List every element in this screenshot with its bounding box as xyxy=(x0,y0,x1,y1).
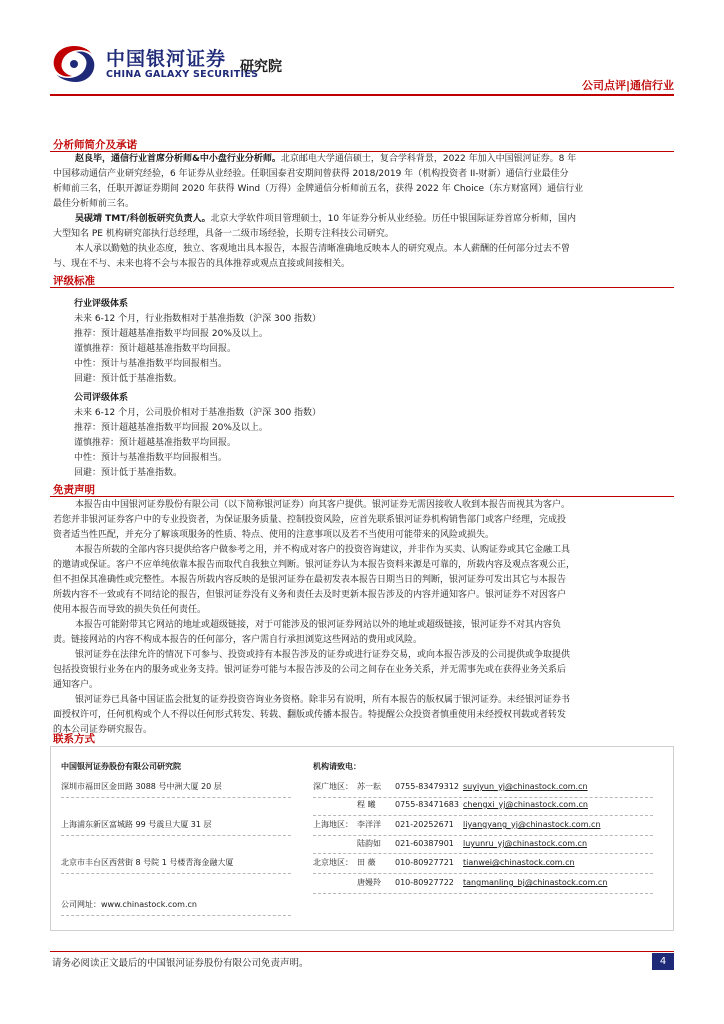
analyst-bio-wu: 吴砚靖 TMT/科创板研究负责人。北京大学软件项目管理硕士，10 年证券分析从业经验。历任中银国际证券首席分析师，国内 xyxy=(75,214,576,224)
report-category: 公司点评|通信行业 xyxy=(581,79,674,92)
sales-name: 唐嫚羚 xyxy=(357,878,381,887)
disclaimer-section-divider xyxy=(50,496,674,497)
sales-name: 李洋洋 xyxy=(357,820,381,829)
disclaimer-line: 本报告可能附带其它网站的地址或超级链接，对于可能涉及的银河证券网站以外的地址或超级链接，银河证券不对其内容负 xyxy=(75,620,562,630)
company-website[interactable]: 公司网址：www.chinastock.com.cn xyxy=(61,900,197,909)
company-rating-line: 回避：预计低于基准指数。 xyxy=(74,468,183,478)
analyst-statement: 与、现在不与、未来也将不会与本报告的具体推荐或观点直接或间接相关。 xyxy=(53,259,351,269)
divider xyxy=(61,873,291,874)
footer-divider xyxy=(50,951,674,952)
sales-name: 田 薇 xyxy=(357,858,376,867)
analyst-bio-line: 大型知名 PE 机构研究部执行总经理，具备一二级市场经验，长期专注科技公司研究。 xyxy=(53,229,394,239)
disclaimer-line: 本报告由中国银河证券股份有限公司（以下简称银河证券）向其客户提供。银河证券无需因接收人收到本报告而视其为客户。 xyxy=(75,500,571,510)
divider xyxy=(61,915,291,916)
sales-email[interactable]: suyiyun_yj@chinastock.com.cn xyxy=(463,782,588,791)
company-rating-line: 谨慎推荐：预计超越基准指数平均回报。 xyxy=(74,438,237,448)
company-rating-line: 推荐：预计超越基准指数平均回报 20%及以上。 xyxy=(74,423,268,433)
sales-phone: 0755-83479312 xyxy=(395,782,459,791)
disclaimer-line: 若您并非银河证券客户中的专业投资者，为保证服务质量、控制投资风险，应首先联系银河证券机构销售部门或客户经理，完成投 xyxy=(53,515,567,525)
industry-rating-line: 推荐：预计超越基准指数平均回报 20%及以上。 xyxy=(74,329,268,339)
page-header xyxy=(50,38,674,93)
analyst-statement: 本人承以勤勉的执业态度，独立、客观地出具本报告，本报告清晰准确地反映本人的研究观点。本人薪酬的任何部分过去不曾 xyxy=(75,244,571,254)
brand-name-cn: 中国银河证券 xyxy=(106,48,227,70)
disclaimer-section-title: 免责声明 xyxy=(53,484,95,496)
disclaimer-line: 资者适当性匹配，并充分了解该项服务的性质、特点、使用的注意事项以及若不当使用可能带来的风险或损失。 xyxy=(53,530,495,540)
disclaimer-line: 的邀请或保证。客户不应单纯依靠本报告而取代自我独立判断。银河证券认为本报告资料来源是可靠的，所载内容及观点客观公正， xyxy=(53,560,576,570)
region-label-beijing: 北京地区： xyxy=(313,858,353,867)
disclaimer-line: 责。链接网站的内容不构成本报告的任何部分，客户需自行承担浏览这些网站的费用或风险。 xyxy=(53,635,423,645)
company-name: 中国银河证券股份有限公司研究院 xyxy=(61,762,181,771)
industry-rating-heading: 行业评级体系 xyxy=(74,299,129,309)
page-number: 4 xyxy=(652,953,674,970)
sales-name: 程 曦 xyxy=(357,800,376,809)
footer-disclaimer-note: 请务必阅读正文最后的中国银河证券股份有限公司免责声明。 xyxy=(52,958,309,969)
analyst-bio-zhao: 赵良毕，通信行业首席分析师&中小盘行业分析师。北京邮电大学通信硕士，复合学科背景，2022 年加入中国银河证券。8 年 xyxy=(75,154,577,164)
office-address-beijing: 北京市丰台区西营街 8 号院 1 号楼青海金融大厦 xyxy=(61,858,234,867)
sales-email[interactable]: luyunru_yj@chinastock.com.cn xyxy=(463,839,588,848)
disclaimer-line: 银河证券已具备中国证监会批复的证券投资咨询业务资格。除非另有说明，所有本报告的版权属于银河证券。未经银河证券书 xyxy=(75,695,571,705)
institute-label: 研究院 xyxy=(240,59,282,75)
analyst-bio-line: 中国移动通信产业研究经验，6 年证券从业经验。任职国泰君安期间曾获得 2018/2019 年（机构投资者 II-财新）通信行业最佳分 xyxy=(53,169,569,179)
galaxy-logo-icon xyxy=(50,42,98,86)
company-rating-line: 中性：预计与基准指数平均回报相当。 xyxy=(74,453,228,463)
divider xyxy=(313,815,653,816)
sales-email[interactable]: chengxi_yj@chinastock.com.cn xyxy=(463,800,588,809)
office-address-shanghai: 上海浦东新区富城路 99 号震旦大厦 31 层 xyxy=(61,820,212,829)
brand-name-en: CHINA GALAXY SECURITIES xyxy=(106,69,259,80)
sales-phone: 021-60387901 xyxy=(395,839,454,848)
divider xyxy=(313,893,653,894)
contact-section-title: 联系方式 xyxy=(53,733,95,745)
contact-box xyxy=(50,746,674,931)
office-address-shenzhen: 深圳市福田区金田路 3088 号中洲大厦 20 层 xyxy=(61,782,222,791)
analyst-section-title: 分析师简介及承诺 xyxy=(53,139,137,151)
sales-email[interactable]: liyangyang_yj@chinastock.com.cn xyxy=(463,820,601,829)
rating-section-divider xyxy=(50,287,674,288)
industry-rating-line: 谨慎推荐：预计超越基准指数平均回报。 xyxy=(74,344,237,354)
analyst-bio-line: 最佳分析师前三名。 xyxy=(53,199,135,209)
disclaimer-line: 银河证券在法律允许的情况下可参与、投资或持有本报告涉及的证券或进行证券交易，或向本报告涉及的公司提供或争取提供 xyxy=(75,650,571,660)
industry-rating-line: 中性：预计与基准指数平均回报相当。 xyxy=(74,359,228,369)
divider xyxy=(61,797,291,798)
divider xyxy=(313,853,653,854)
sales-phone: 010-80927721 xyxy=(395,858,454,867)
disclaimer-line: 使用本报告而导致的损失负任何责任。 xyxy=(53,605,207,615)
disclaimer-line: 包括投资银行业务在内的服务或业务支持。银河证券可能与本报告涉及的公司之间存在业务关系，并无需事先或在获得业务关系后 xyxy=(53,665,567,675)
region-label-shanghai: 上海地区： xyxy=(313,820,353,829)
divider xyxy=(313,835,653,836)
sales-heading: 机构请致电： xyxy=(313,762,361,771)
industry-rating-line: 回避：预计低于基准指数。 xyxy=(74,374,183,384)
sales-phone: 010-80927722 xyxy=(395,878,454,887)
sales-phone: 021-20252671 xyxy=(395,820,454,829)
divider xyxy=(313,797,653,798)
sales-name: 苏一耘 xyxy=(357,782,381,791)
region-label-shenzhen: 深广地区： xyxy=(313,782,353,791)
sales-name: 陆韵如 xyxy=(357,839,381,848)
header-divider xyxy=(50,94,674,96)
disclaimer-line: 的本公司证券研究报告。 xyxy=(53,725,153,735)
analyst-name-wu: 吴砚靖 TMT/科创板研究负责人。 xyxy=(75,214,211,224)
disclaimer-line: 本报告所载的全部内容只提供给客户做参考之用，并不构成对客户的投资咨询建议，并非作为买卖、认购证券或其它金融工具 xyxy=(75,545,571,555)
disclaimer-line: 面授权许可，任何机构或个人不得以任何形式转发、转载、翻版或传播本报告。特提醒公众投资者慎重使用未经授权刊载或者转发 xyxy=(53,710,567,720)
sales-email[interactable]: tangmanling_bj@chinastock.com.cn xyxy=(463,878,608,887)
sales-email[interactable]: tianwei@chinastock.com.cn xyxy=(463,858,575,867)
disclaimer-line: 通知客户。 xyxy=(53,680,99,690)
analyst-bio-line: 析师前三名，任职开源证券期间 2020 年获得 Wind（万得）金牌通信分析师前五名，获得 2022 年 Choice（东方财富网）通信行业 xyxy=(53,184,584,194)
divider xyxy=(313,873,653,874)
industry-rating-line: 未来 6-12 个月，行业指数相对于基准指数（沪深 300 指数） xyxy=(74,314,322,324)
disclaimer-line: 但不担保其准确性或完整性。本报告所载内容反映的是银河证券在最初发表本报告日期当日的判断，银河证券可发出其它与本报告 xyxy=(53,575,567,585)
rating-section-title: 评级标准 xyxy=(53,275,95,287)
analyst-name-zhao: 赵良毕，通信行业首席分析师&中小盘行业分析师。 xyxy=(75,154,281,164)
divider xyxy=(61,835,291,836)
company-rating-heading: 公司评级体系 xyxy=(74,393,129,403)
sales-phone: 0755-83471683 xyxy=(395,800,459,809)
disclaimer-line: 所载内容不一致或有不同结论的报告，但银河证券没有义务和责任去及时更新本报告涉及的内容并通知客户。银河证券不对因客户 xyxy=(53,590,567,600)
company-rating-line: 未来 6-12 个月，公司股价相对于基准指数（沪深 300 指数） xyxy=(74,408,322,418)
